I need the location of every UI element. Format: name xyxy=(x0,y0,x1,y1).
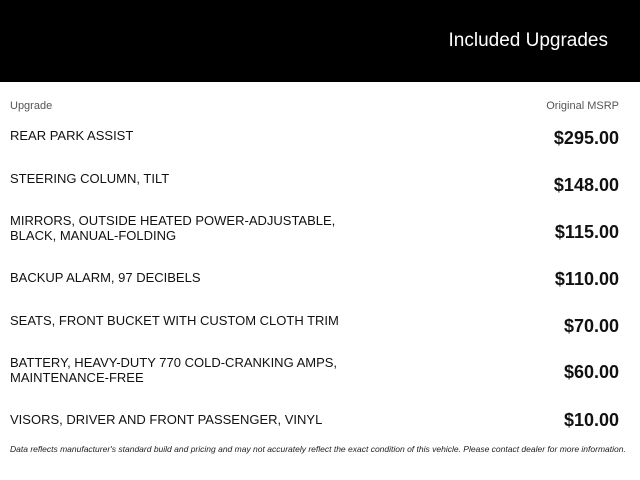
upgrade-row xyxy=(10,406,619,446)
disclaimer-text: Data reflects manufacturer's standard build and pricing and may not accurately reflect the exact condition of this vehicle. Please contact dealer for more information. xyxy=(10,444,626,454)
upgrade-price: $60.00 xyxy=(563,362,619,382)
upgrade-name: STEERING COLUMN, TILT xyxy=(10,171,170,186)
upgrade-row xyxy=(10,207,619,257)
upgrade-price: $115.00 xyxy=(554,222,619,242)
page-title: Included Upgrades xyxy=(448,30,608,51)
upgrade-price: $295.00 xyxy=(553,128,619,148)
upgrade-name: BATTERY, HEAVY-DUTY 770 COLD-CRANKING AMPS, MAINTENANCE-FREE xyxy=(10,355,338,385)
upgrade-row xyxy=(10,264,619,304)
upgrade-price: $70.00 xyxy=(563,316,619,336)
header-bar xyxy=(0,0,640,82)
column-header-upgrade: Upgrade xyxy=(10,100,53,112)
upgrade-name: MIRRORS, OUTSIDE HEATED POWER-ADJUSTABLE, BLACK, MANUAL-FOLDING xyxy=(10,213,336,243)
upgrade-row xyxy=(10,122,619,162)
upgrade-row xyxy=(10,349,619,399)
upgrade-price: $148.00 xyxy=(553,175,619,195)
upgrade-row xyxy=(10,165,619,205)
upgrade-price: $10.00 xyxy=(563,410,619,430)
upgrade-row xyxy=(10,307,619,347)
upgrade-name: REAR PARK ASSIST xyxy=(10,128,134,143)
upgrade-name: SEATS, FRONT BUCKET WITH CUSTOM CLOTH TRIM xyxy=(10,313,339,328)
column-header-msrp: Original MSRP xyxy=(546,100,619,112)
column-headers xyxy=(10,100,619,114)
upgrade-name: VISORS, DRIVER AND FRONT PASSENGER, VINYL xyxy=(10,412,323,427)
upgrade-price: $110.00 xyxy=(554,269,619,289)
upgrade-name: BACKUP ALARM, 97 DECIBELS xyxy=(10,270,201,285)
